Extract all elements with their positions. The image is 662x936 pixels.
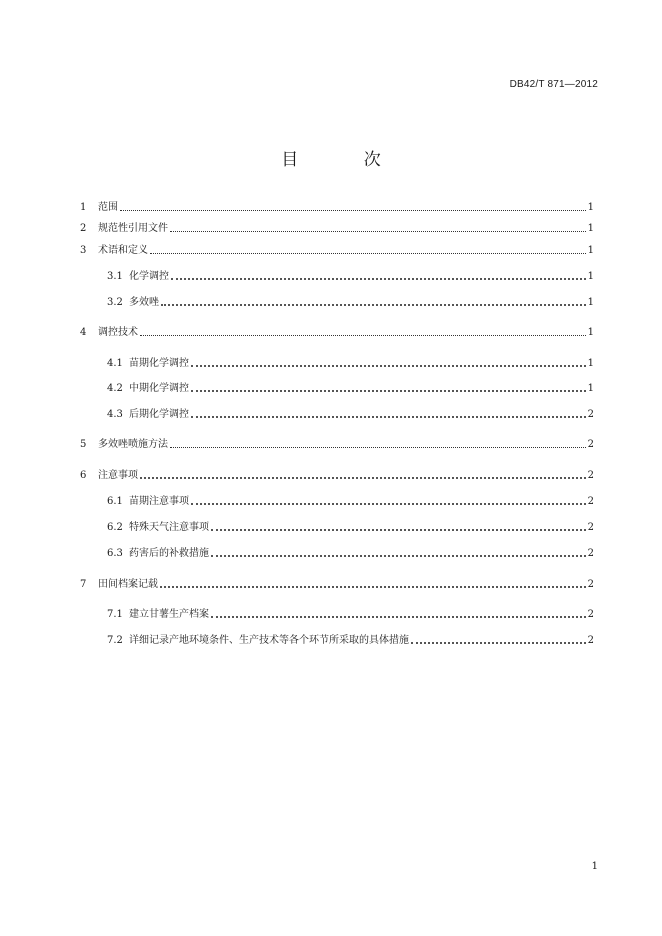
toc-entry[interactable]: [80, 436, 594, 452]
toc-label: 术语和定义: [98, 245, 148, 256]
toc-page: 2: [587, 522, 594, 533]
toc-number: 4.2: [107, 383, 123, 394]
toc-number: 7: [80, 579, 87, 590]
page-number: 1: [591, 861, 598, 872]
toc-entry[interactable]: [80, 324, 594, 340]
toc-page: 2: [587, 635, 594, 646]
dot-leader: [150, 253, 586, 254]
toc-entry[interactable]: [107, 268, 594, 284]
toc-entry[interactable]: [107, 519, 594, 535]
toc-label: 苗期化学调控: [129, 358, 189, 369]
toc-label: 化学调控: [129, 271, 169, 282]
toc-number: 6: [80, 470, 87, 481]
toc-label: 注意事项: [98, 470, 138, 481]
toc-label: 后期化学调控: [129, 409, 189, 420]
toc-page: 2: [587, 470, 594, 481]
toc-number: 6.3: [107, 548, 123, 559]
toc-number: 4: [80, 327, 87, 338]
dot-leader: [170, 231, 586, 232]
dot-leader: [120, 210, 586, 211]
toc-number: 4.3: [107, 409, 123, 420]
dot-leader: [140, 477, 586, 479]
toc-number: 3: [80, 245, 87, 256]
toc-number: 5: [80, 439, 87, 450]
toc-number: 3.2: [107, 297, 123, 308]
toc-label: 药害后的补救措施: [129, 548, 209, 559]
dot-leader: [191, 503, 586, 505]
toc-number: 2: [80, 223, 87, 234]
toc-number: 4.1: [107, 358, 123, 369]
toc-page: 1: [587, 358, 594, 369]
toc-label: 中期化学调控: [129, 383, 189, 394]
toc-number: 7.1: [107, 609, 123, 620]
toc-label: 田间档案记载: [98, 579, 158, 590]
toc-label: 建立甘薯生产档案: [129, 609, 209, 620]
toc-entry[interactable]: [80, 199, 594, 215]
toc-number: 1: [80, 202, 87, 213]
toc-page: 2: [587, 579, 594, 590]
dot-leader: [171, 278, 586, 280]
toc-entry[interactable]: [80, 576, 594, 592]
toc-page: 2: [587, 609, 594, 620]
toc-number: 3.1: [107, 271, 123, 282]
toc-entry[interactable]: [80, 467, 594, 483]
dot-leader: [211, 529, 586, 531]
dot-leader: [170, 447, 586, 448]
toc-number: 6.2: [107, 522, 123, 533]
toc-label: 规范性引用文件: [98, 223, 168, 234]
dot-leader: [191, 390, 586, 392]
toc-label: 特殊天气注意事项: [129, 522, 209, 533]
toc-label: 多效唑喷施方法: [98, 439, 168, 450]
toc-page: 2: [587, 409, 594, 420]
toc-entry[interactable]: [107, 355, 594, 371]
toc-page: 2: [587, 496, 594, 507]
toc-page: 2: [587, 439, 594, 450]
dot-leader: [211, 555, 586, 557]
toc-page: 2: [587, 548, 594, 559]
toc-number: 6.1: [107, 496, 123, 507]
dot-leader: [140, 335, 586, 336]
dot-leader: [411, 642, 586, 644]
toc-entry[interactable]: [80, 242, 594, 258]
dot-leader: [191, 416, 586, 418]
toc-entry[interactable]: [107, 545, 594, 561]
toc-entry[interactable]: [107, 294, 594, 310]
toc-page: 1: [587, 245, 594, 256]
toc-page: 1: [587, 223, 594, 234]
toc-page: 1: [587, 202, 594, 213]
document-code: DB42/T 871—2012: [509, 79, 598, 90]
toc-page: 1: [587, 271, 594, 282]
toc-page: 1: [587, 297, 594, 308]
toc-label: 范围: [98, 202, 118, 213]
toc-entry[interactable]: [107, 406, 594, 422]
dot-leader: [211, 616, 586, 618]
toc-entry[interactable]: [80, 220, 594, 236]
toc-entry[interactable]: [107, 606, 594, 622]
toc-label: 调控技术: [98, 327, 138, 338]
toc-entry[interactable]: [107, 380, 594, 396]
dot-leader: [191, 365, 586, 367]
dot-leader: [160, 586, 586, 588]
toc-page: 1: [587, 327, 594, 338]
dot-leader: [161, 304, 586, 306]
toc-label: 苗期注意事项: [129, 496, 189, 507]
page-title: 目 次: [281, 150, 411, 170]
toc-number: 7.2: [107, 635, 123, 646]
toc-entry[interactable]: [107, 632, 594, 648]
toc-entry[interactable]: [107, 493, 594, 509]
toc-label: 详细记录产地环境条件、生产技术等各个环节所采取的具体措施: [129, 635, 409, 646]
toc-page: 1: [587, 383, 594, 394]
toc-label: 多效唑: [129, 297, 159, 308]
